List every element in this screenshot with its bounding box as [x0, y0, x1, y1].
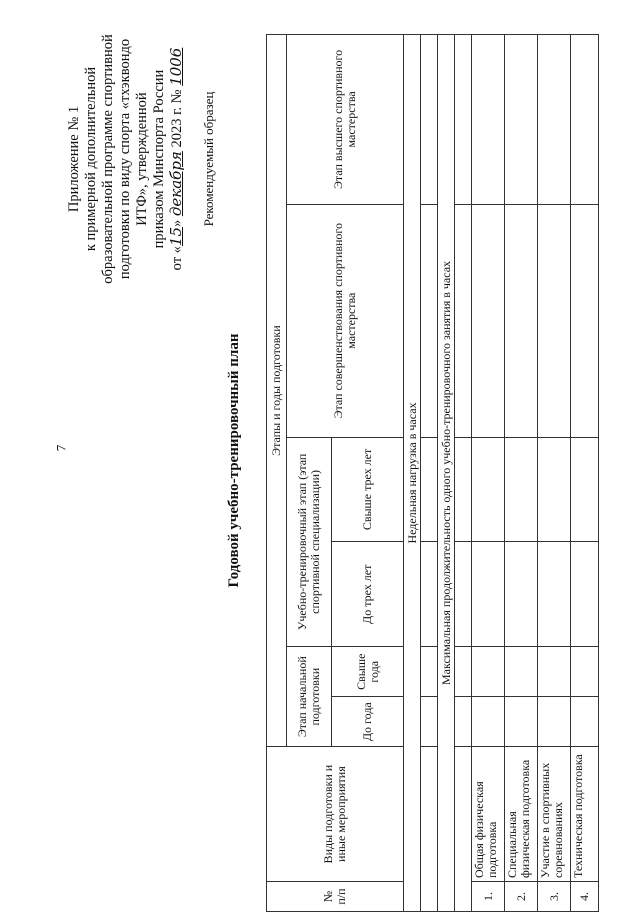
- table-row: [538, 35, 571, 912]
- table-row: [505, 35, 538, 912]
- training-plan-table: [266, 34, 599, 912]
- page-number: 7: [53, 444, 69, 452]
- row-number: 3.: [538, 882, 571, 912]
- header-stage-higher: Этап высшего спортивного мастерства: [287, 35, 404, 205]
- max-duration-values-row: [455, 35, 472, 912]
- row-label: Техническая подготовка: [571, 747, 599, 882]
- header-number: № п/п: [267, 882, 404, 912]
- header-training-over-three: Свыше трех лет: [332, 437, 404, 542]
- handwritten-month: декабря: [167, 151, 185, 217]
- header-initial-under-year: До года: [332, 697, 404, 747]
- handwritten-day: 15: [167, 226, 185, 247]
- table-row: [571, 35, 599, 912]
- header-stage-training: Учебно-тренировочный этап (этап спортивной специализации): [287, 437, 332, 647]
- max-duration-band: Максимальная продолжительность одного учебно-тренировочного занятия в часах: [438, 35, 455, 912]
- header-stage-improvement: Этап совершенствования спортивного мастерства: [287, 204, 404, 437]
- order-date-line: [168, 29, 186, 289]
- weekly-load-band: Недельная нагрузка в часах: [404, 35, 421, 912]
- appendix-line: к примерной дополнительной: [83, 66, 99, 252]
- table-row: [472, 35, 505, 912]
- appendix-line: приказом Минспорта России: [151, 69, 167, 249]
- row-label: Участие в спортивных соревнованиях: [538, 747, 571, 882]
- date-year: 2023 г. №: [169, 89, 185, 148]
- row-label: Общая физическая подготовка: [472, 747, 505, 882]
- document-title: Годовой учебно-тренировочный план: [226, 333, 242, 588]
- row-number: 4.: [571, 882, 599, 912]
- weekly-load-values-row: [421, 35, 438, 912]
- row-number: 2.: [505, 882, 538, 912]
- date-prefix: от «: [169, 246, 185, 271]
- row-label: Специальная физическая подготовка: [505, 747, 538, 882]
- handwritten-order-number: 1006: [167, 47, 185, 86]
- row-number: 1.: [472, 882, 505, 912]
- appendix-line: образовательной программе спортивной: [100, 34, 116, 284]
- header-initial-over-year: Свыше года: [332, 647, 404, 697]
- header-stage-initial: Этап начальной подготовки: [287, 647, 332, 747]
- appendix-line: ИТФ», утвержденной: [134, 92, 150, 226]
- appendix-header: [66, 29, 217, 289]
- appendix-line: подготовки по виду спорта «тхэквондо: [117, 38, 133, 280]
- header-activity: Виды подготовки и иные мероприятия: [267, 747, 404, 882]
- date-mid: »: [169, 219, 185, 227]
- header-stages: Этапы и годы подготовки: [267, 35, 287, 747]
- recommended-sample: Рекомендуемый образец: [201, 91, 216, 227]
- appendix-line: Приложение № 1: [66, 105, 82, 213]
- header-training-under-three: До трех лет: [332, 542, 404, 647]
